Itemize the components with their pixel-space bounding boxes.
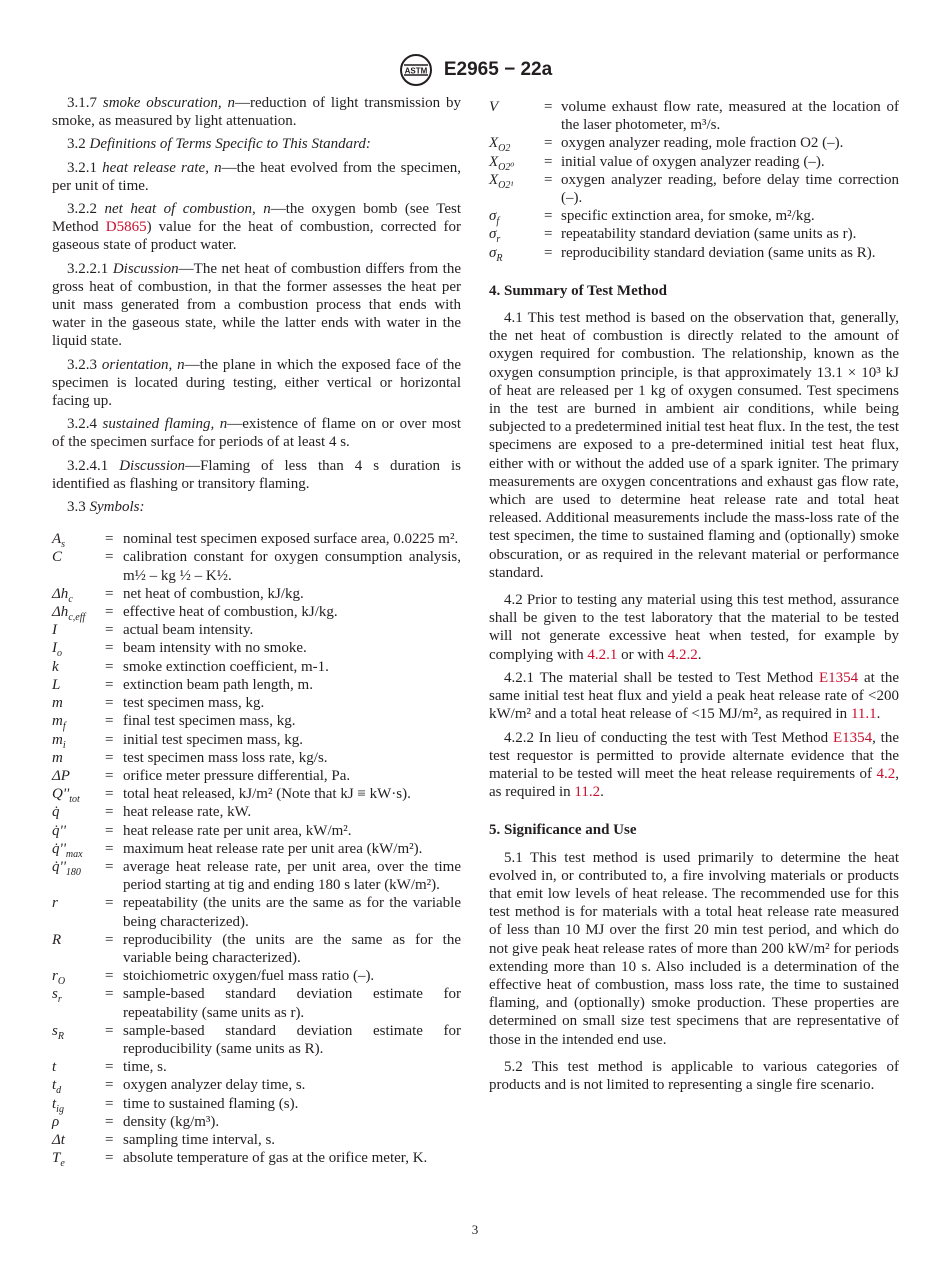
symbol: $r_O$ bbox=[52, 968, 66, 988]
symbol: I bbox=[52, 622, 57, 639]
equals-sign: = bbox=[105, 531, 114, 548]
symbol-description: oxygen analyzer delay time, s. bbox=[123, 1077, 306, 1094]
equals-sign: = bbox=[105, 749, 114, 766]
symbol-description: density (kg/m³). bbox=[123, 1113, 220, 1130]
symbol-definition bbox=[52, 731, 461, 749]
symbol-definition bbox=[52, 931, 461, 967]
symbol-definition bbox=[52, 658, 461, 676]
symbol-definition bbox=[52, 1076, 461, 1097]
symbol: $t_d$ bbox=[52, 1077, 62, 1097]
symbol-description: orifice meter pressure differential, Pa. bbox=[123, 767, 351, 784]
equals-sign: = bbox=[105, 549, 114, 566]
symbol-description: sample-based standard deviation estimate for reproducibility (same units as R). bbox=[123, 1022, 461, 1057]
symbol-description: initial value of oxygen analyzer reading (–). bbox=[561, 153, 825, 170]
symbol-definition bbox=[52, 840, 461, 858]
symbol-definition bbox=[489, 225, 899, 246]
symbol-definition bbox=[52, 1095, 461, 1113]
symbol: $Q''_{tot}$ bbox=[52, 786, 80, 806]
page-header bbox=[0, 53, 950, 87]
symbol-definition bbox=[52, 530, 461, 551]
equals-sign: = bbox=[105, 804, 114, 821]
symbol-definition bbox=[52, 767, 461, 785]
symbol-description: average heat release rate, per unit area, over the time period starting at tig and ending 180 s later (kW/m²). bbox=[123, 858, 461, 894]
symbol-description: stoichiometric oxygen/fuel mass ratio (–). bbox=[123, 968, 375, 985]
symbol: r bbox=[52, 895, 58, 912]
equals-sign: = bbox=[544, 171, 553, 188]
symbol-description: volume exhaust flow rate, measured at the location of the laser photometer, m³/s. bbox=[561, 99, 899, 134]
symbol-definition bbox=[52, 1022, 461, 1058]
equals-sign: = bbox=[544, 153, 553, 170]
symbol-definition bbox=[52, 785, 461, 806]
symbol: $I_o$ bbox=[52, 640, 62, 660]
symbol: $T_e$ bbox=[52, 1150, 65, 1170]
symbol-definition bbox=[52, 712, 461, 733]
right-column bbox=[489, 98, 899, 1099]
symbol-description: maximum heat release rate per unit area (kW/m²). bbox=[123, 840, 423, 857]
symbol: $s_r$ bbox=[52, 986, 62, 1006]
symbol-description: total heat released, kJ/m² (Note that kJ ≡ kW·s). bbox=[123, 786, 411, 803]
paragraph-3-2-2-1: 3.2.2.1 Discussion—The net heat of combustion differs from the gross heat of combustion, in that the former assesses the heat per unit mass generated from a combustion process that ends with water in the gaseous state, while the latter ends with water in the liquid state. bbox=[52, 260, 462, 350]
equals-sign: = bbox=[105, 986, 114, 1003]
equals-sign: = bbox=[105, 604, 114, 621]
symbol: $\sigma_R$ bbox=[489, 244, 503, 264]
paragraph-4-2-1: 4.2.1 The material shall be tested to Test Method E1354 at the same initial test heat flux and yield a peak heat release rate of <200 kW/m² and a total heat release of <15 MJ/m², as required in 11.1. bbox=[489, 669, 900, 723]
symbol-description: beam intensity with no smoke. bbox=[123, 640, 307, 657]
symbol: $X_{O2^1}$ bbox=[489, 171, 514, 191]
symbol: $\Delta h_c$ bbox=[52, 585, 73, 605]
symbol-description: repeatability (the units are the same as for the variable being characterized). bbox=[123, 895, 461, 930]
equals-sign: = bbox=[105, 1022, 114, 1039]
symbol-definition bbox=[52, 676, 461, 694]
symbol: $t_{ig}$ bbox=[52, 1095, 64, 1115]
astm-logo-icon bbox=[398, 53, 434, 87]
symbol-definition bbox=[52, 967, 461, 988]
equals-sign: = bbox=[105, 622, 114, 639]
symbol: q̇ bbox=[52, 804, 60, 821]
symbol-definition bbox=[52, 548, 461, 584]
equals-sign: = bbox=[105, 858, 114, 875]
paragraph-3-2-2: 3.2.2 net heat of combustion, n—the oxygen bomb (see Test Method D5865) value for the heat of combustion, corrected for gaseous state of product water. bbox=[52, 201, 462, 254]
equals-sign: = bbox=[105, 895, 114, 912]
equals-sign: = bbox=[105, 767, 114, 784]
symbol-definition bbox=[52, 603, 461, 624]
paragraph-3-3: 3.3 Symbols: bbox=[67, 499, 145, 516]
symbol-definition bbox=[52, 1113, 461, 1131]
equals-sign: = bbox=[105, 786, 114, 803]
equals-sign: = bbox=[105, 1095, 114, 1112]
symbol-description: oxygen analyzer reading, before delay time correction (–). bbox=[561, 171, 899, 207]
symbol-description: absolute temperature of gas at the orifice meter, K. bbox=[123, 1150, 428, 1167]
symbol: C bbox=[52, 549, 63, 566]
symbol-description: heat release rate, kW. bbox=[123, 804, 252, 821]
equals-sign: = bbox=[105, 1150, 114, 1167]
paragraph-3-2-1: 3.2.1 heat release rate, n—the heat evolved from the specimen, per unit of time. bbox=[52, 159, 462, 194]
section-4-heading: 4. Summary of Test Method bbox=[489, 282, 667, 299]
symbol: $q̇''_{180}$ bbox=[52, 858, 81, 878]
ref-link-e1354[interactable]: E1354 bbox=[819, 669, 859, 686]
symbol-definition bbox=[52, 894, 461, 930]
symbol-definition bbox=[52, 1131, 461, 1149]
symbol-definition bbox=[52, 822, 461, 840]
equals-sign: = bbox=[105, 695, 114, 712]
symbol: V bbox=[489, 99, 499, 115]
symbol-description: heat release rate per unit area, kW/m². bbox=[123, 822, 352, 839]
paragraph-4-2: 4.2 Prior to testing any material using this test method, assurance shall be given to the test laboratory that the material to be tested will not generate excessive heat when tested, for example by complying with 4.2.1 or with 4.2.2. bbox=[489, 592, 899, 663]
equals-sign: = bbox=[544, 99, 553, 115]
symbol-description: nominal test specimen exposed surface area, 0.0225 m². bbox=[123, 531, 459, 548]
equals-sign: = bbox=[105, 585, 114, 602]
symbol-description: oxygen analyzer reading, mole fraction O2 (–). bbox=[561, 135, 844, 152]
symbol-definition bbox=[52, 985, 461, 1021]
equals-sign: = bbox=[105, 968, 114, 985]
symbol-definition bbox=[489, 98, 899, 134]
symbol-description: sampling time interval, s. bbox=[123, 1131, 276, 1148]
symbol-definition bbox=[52, 585, 461, 603]
equals-sign: = bbox=[105, 1059, 114, 1076]
symbol-definition bbox=[52, 694, 461, 712]
page-number: 3 bbox=[471, 1222, 479, 1237]
symbol: $s_R$ bbox=[52, 1022, 64, 1042]
symbol: $m_i$ bbox=[52, 731, 66, 751]
ref-link-d5865[interactable]: D5865 bbox=[105, 219, 147, 236]
equals-sign: = bbox=[105, 931, 114, 948]
symbol: $\Delta h_{c,eff}$ bbox=[52, 604, 86, 624]
ref-link-4-2-2[interactable]: 4.2.2 bbox=[667, 646, 698, 663]
paragraph-3-2-4: 3.2.4 sustained flaming, n—existence of flame on or over most of the specimen surface for periods of at least 4 s. bbox=[52, 416, 461, 451]
symbol-definition bbox=[489, 134, 899, 155]
symbol: $\sigma_f$ bbox=[489, 208, 500, 228]
symbol: ρ bbox=[52, 1113, 60, 1130]
equals-sign: = bbox=[105, 1131, 114, 1148]
equals-sign: = bbox=[105, 713, 114, 730]
symbol-definition bbox=[52, 858, 461, 894]
symbol: ΔP bbox=[52, 767, 70, 784]
symbol: m bbox=[52, 749, 63, 766]
paragraph-3-2-4-1: 3.2.4.1 Discussion—Flaming of less than 4 s duration is identified as flashing or transitory flaming. bbox=[52, 457, 461, 492]
section-5-heading: 5. Significance and Use bbox=[489, 822, 637, 839]
paragraph-4-2-2: 4.2.2 In lieu of conducting the test with Test Method E1354, the test requestor is permitted to provide alternate evidence that the material to be tested will meet the heat release requirements of 4.2, as required in 11.2. bbox=[489, 729, 899, 801]
symbols-list bbox=[52, 530, 461, 1170]
paragraph-3-2: 3.2 Definitions of Terms Specific to This Standard: bbox=[67, 136, 371, 153]
symbol: Δt bbox=[52, 1131, 65, 1148]
symbol: $\sigma_r$ bbox=[489, 226, 501, 246]
equals-sign: = bbox=[105, 1077, 114, 1094]
standard-designation: E2965 − 22a bbox=[443, 59, 553, 80]
symbol-description: net heat of combustion, kJ/kg. bbox=[123, 585, 304, 602]
symbols-list-continued bbox=[489, 98, 899, 262]
equals-sign: = bbox=[105, 822, 114, 839]
paragraph-4-1: 4.1 This test method is based on the observation that, generally, the net heat of combustion is directly related to the amount of oxygen required for combustion. The relationship, known as the oxygen consumption principle, is that approximately 13.1 × 10³ kJ of heat are released per 1 kg of oxygen consumed. Test specimens in the test are burned in ambient air conditions, while being subjected to a predetermined initial test heat flux. In the test, the test specimens are exposed to a pre-determined initial test heat flux, either with or without the added use of a spark igniter. The primary measurements are oxygen concentrations and exhaust gas flow rate, which are used to determine heat release rate and total heat released. Additional measurements include the mass-loss rate of the test specimen, the time to sustained flaming and (optionally) smoke obscuration, or as required in the relevant material or performance standard. bbox=[489, 310, 899, 581]
svg-text:ASTM: ASTM bbox=[404, 66, 428, 76]
equals-sign: = bbox=[105, 676, 114, 693]
symbol-description: repeatability standard deviation (same units as r). bbox=[561, 226, 857, 243]
symbol-description: reproducibility standard deviation (same units as R). bbox=[561, 244, 876, 261]
paragraph-3-1-7: 3.1.7 smoke obscuration, n—reduction of light transmission by smoke, as measured by light attenuation. bbox=[52, 95, 462, 130]
equals-sign: = bbox=[105, 731, 114, 748]
paragraph-5-1: 5.1 This test method is used primarily to determine the heat evolved in, or contributed to, a fire involving materials or products that emit low levels of heat release. The recommended use for this test method is for materials with a total heat release rate measured of less than 10 MJ over the first 20 min test period, and which do not give peak heat release rates of more than 200 kW/m² for periods extending more than 10 s. Also included is a determination of the effective heat of combustion, mass loss rate, the time to sustained flaming, and (optionally) smoke production. These properties are determined on small size test specimens that are representative of those in the intended end use. bbox=[489, 849, 899, 1048]
symbol-definition bbox=[52, 621, 461, 639]
symbol: q̇'' bbox=[52, 822, 66, 839]
symbol-description: sample-based standard deviation estimate for repeatability (same units as r). bbox=[123, 986, 461, 1021]
equals-sign: = bbox=[105, 640, 114, 657]
equals-sign: = bbox=[105, 1113, 114, 1130]
symbol: R bbox=[52, 931, 62, 948]
symbol-description: initial test specimen mass, kg. bbox=[123, 731, 303, 748]
ref-link-4-2-1[interactable]: 4.2.1 bbox=[587, 646, 618, 663]
symbol-description: final test specimen mass, kg. bbox=[123, 713, 296, 730]
equals-sign: = bbox=[544, 226, 553, 243]
symbol-definition bbox=[52, 1058, 461, 1076]
symbol: $X_{O2}$ bbox=[489, 135, 511, 155]
symbol: $m_f$ bbox=[52, 713, 66, 733]
symbol-description: extinction beam path length, m. bbox=[123, 676, 313, 693]
symbol-description: time, s. bbox=[123, 1059, 167, 1076]
symbol-definition bbox=[52, 639, 461, 660]
symbol: k bbox=[52, 658, 59, 675]
ref-link-4-2[interactable]: 4.2 bbox=[876, 765, 896, 782]
symbol: L bbox=[52, 676, 61, 693]
symbol-definition bbox=[489, 153, 899, 171]
symbol-description: calibration constant for oxygen consumption analysis, m½ – kg ½ – K½. bbox=[123, 549, 461, 584]
ref-link-11-2[interactable]: 11.2 bbox=[574, 784, 601, 801]
ref-link-e1354-2[interactable]: E1354 bbox=[832, 729, 873, 746]
symbol-description: smoke extinction coefficient, m-1. bbox=[123, 658, 329, 675]
equals-sign: = bbox=[544, 135, 553, 152]
symbol-definition bbox=[489, 171, 899, 207]
symbol-description: reproducibility (the units are the same as for the variable being characterized). bbox=[123, 931, 461, 966]
symbol-description: test specimen mass loss rate, kg/s. bbox=[123, 749, 328, 766]
symbol-description: time to sustained flaming (s). bbox=[123, 1095, 299, 1112]
symbol: $q̇''_{max}$ bbox=[52, 840, 83, 860]
paragraph-5-2: 5.2 This test method is applicable to various categories of products and is not limited to representing a single fire scenario. bbox=[489, 1058, 899, 1093]
symbol: m bbox=[52, 695, 63, 712]
symbol-description: specific extinction area, for smoke, m²/kg. bbox=[561, 208, 815, 225]
symbol-definition bbox=[52, 749, 461, 767]
equals-sign: = bbox=[105, 658, 114, 675]
equals-sign: = bbox=[544, 244, 553, 261]
symbol-description: effective heat of combustion, kJ/kg. bbox=[123, 604, 338, 621]
equals-sign: = bbox=[544, 208, 553, 225]
symbol-description: actual beam intensity. bbox=[123, 622, 254, 639]
symbol-definition bbox=[52, 803, 461, 821]
left-column bbox=[52, 94, 462, 1170]
symbol: $X_{O2^0}$ bbox=[489, 153, 515, 173]
symbol-definition bbox=[489, 244, 899, 262]
symbol: t bbox=[52, 1059, 57, 1076]
paragraph-3-2-3: 3.2.3 orientation, n—the plane in which the exposed face of the specimen is located during testing, either vertical or horizontal facing up. bbox=[52, 356, 462, 410]
ref-link-11-1[interactable]: 11.1 bbox=[850, 706, 877, 723]
symbol-description: test specimen mass, kg. bbox=[123, 695, 265, 712]
symbol: $A_s$ bbox=[52, 531, 66, 551]
symbol-definition bbox=[489, 207, 899, 228]
equals-sign: = bbox=[105, 840, 114, 857]
symbol-definition bbox=[52, 1149, 461, 1170]
